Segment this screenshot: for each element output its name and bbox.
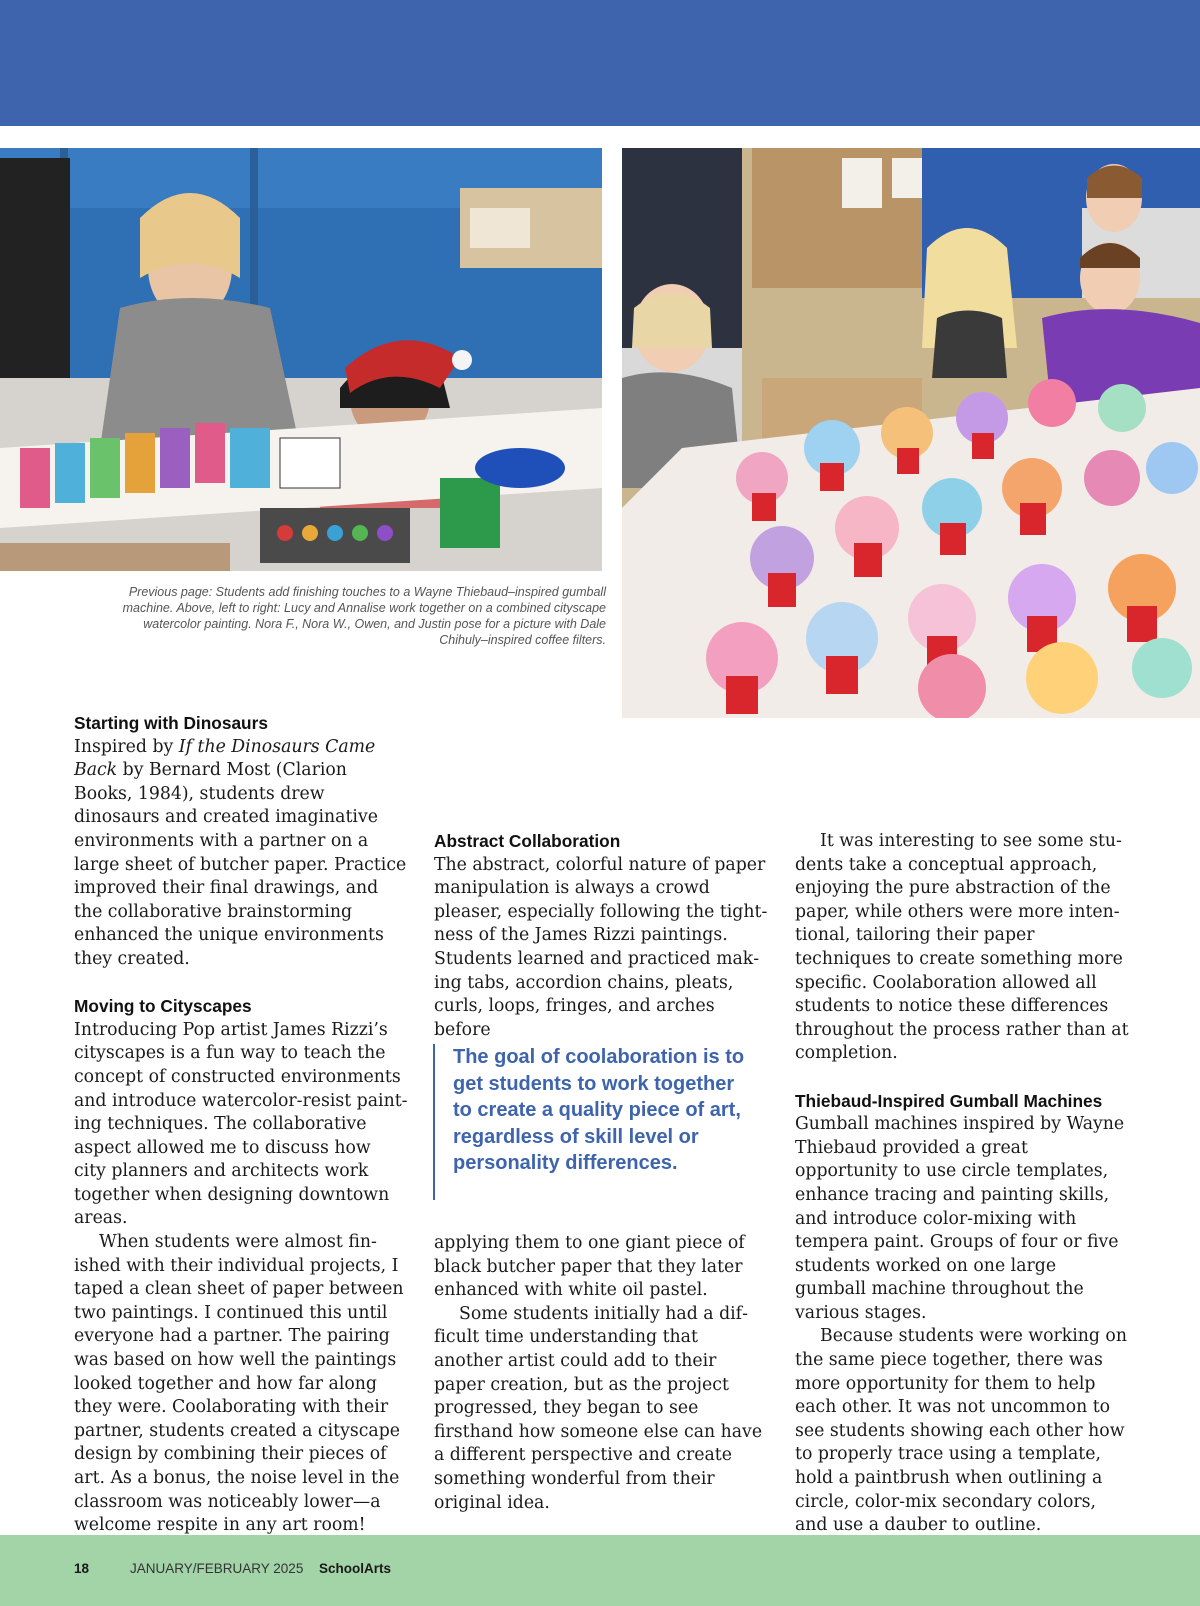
heading-starting-with-dinosaurs: Starting with Dinosaurs <box>74 713 268 733</box>
paragraph-abstract-1-continued: applying them to one giant piece of black butcher paper that they later enhanced with white oil pastel. <box>434 1233 745 1301</box>
page-number: 18 <box>74 1561 90 1576</box>
heading-gumball-machines: Thiebaud-Inspired Gumball Machines <box>795 1090 1103 1111</box>
paragraph-conceptual: It was interesting to see some students take a conceptual approach, enjoying the pure abstraction of the paper, while others were more intentional, tailoring their paper techniques to create something more specific. Coolaboration allowed all students to notice these differences throughout the process rather than at completion. <box>795 831 1129 1064</box>
paragraph-cityscapes-1: Introducing Pop artist James Rizzi’s cityscapes is a fun way to teach the concept of constructed environments and introduce watercolor-resist painting techniques. The collaborative aspect allowed me to discuss how city planners and architects work together when designing downtown areas. <box>74 1019 408 1229</box>
paragraph-gumball-1: Gumball machines inspired by Wayne Thiebaud provided a great opportunity to use circle templates, enhance tracing and painting skills, and introduce color-mixing with tempera paint. Groups of four or five students worked on one large gumball machine throughout the various stages. <box>795 1114 1125 1323</box>
column-2-top <box>434 830 768 1042</box>
page-footer <box>0 1535 1200 1606</box>
photo-caption: Previous page: Students add finishing touches to a Wayne Thiebaud–inspired gumball machine. Above, left to right: Lucy and Annalise work together on a combined cityscape watercolor painting. Nora F., Nora W., Owen, and Justin pose for a picture with Dale Chihuly–inspired coffee filters. <box>122 585 606 647</box>
heading-moving-to-cityscapes: Moving to Cityscapes <box>74 996 252 1017</box>
column-1 <box>74 712 408 1538</box>
column-2-bottom <box>434 1232 768 1515</box>
dinosaurs-text-a: Inspired by <box>74 736 179 757</box>
paragraph-abstract-1: The abstract, colorful nature of paper manipulation is always a crowd pleaser, especially following the tightness of the James Rizzi paintings. Students learned and practiced making tabs, accordion chains, pleats, curls, loops, fringes, and arches before <box>434 854 768 1040</box>
column-3 <box>795 830 1129 1538</box>
top-color-band <box>0 0 1200 126</box>
issue-date: JANUARY/FEBRUARY 2025 <box>130 1561 304 1576</box>
pull-quote: The goal of coolaboration is to get students to work together to create a quality piece of art, regardless of skill level or personality differences. <box>433 1044 753 1200</box>
paragraph-dinosaurs <box>74 736 408 972</box>
photo-cityscape-painting <box>0 148 602 571</box>
photo-sculptures-illustration <box>622 148 1200 718</box>
photo-cityscape-illustration <box>0 148 602 571</box>
magazine-name: SchoolArts <box>319 1561 392 1576</box>
paragraph-gumball-2: Because students were working on the same piece together, there was more opportunity for them to help each other. It was not uncommon to see students showing each other how to properly trace using a template, hold a paintbrush when outlining a circle, color-mix secondary colors, and use a dauber to outline. <box>795 1326 1127 1536</box>
photo-coffee-filter-sculptures <box>622 148 1200 718</box>
paragraph-abstract-2: Some students initially had a difficult time understanding that another artist could add to their paper creation, but as the project progressed, they began to see firsthand how someone else can have a different perspective and create something wonderful from their original idea. <box>434 1303 763 1513</box>
dinosaurs-text-b: by Bernard Most (Clarion Books, 1984), students drew dinosaurs and created imaginative environments with a partner on a large sheet of butcher paper. Practice improved their final drawings, and the collaborative brainstorming enhanced the unique environments they created. <box>74 760 407 969</box>
heading-abstract-collaboration: Abstract Collaboration <box>434 831 621 851</box>
paragraph-cityscapes-2: When students were almost finished with their individual projects, I taped a clean sheet of paper between two paintings. I continued this until everyone had a partner. The pairing was based on how well the paintings looked together and how far along they were. Coolaborating with their partner, students created a cityscape design by combining their pieces of art. As a bonus, the noise level in the classroom was noticeably lower—a welcome respite in any art room! <box>74 1232 404 1536</box>
book-title: If the Dinosaurs Came Back <box>74 736 376 781</box>
